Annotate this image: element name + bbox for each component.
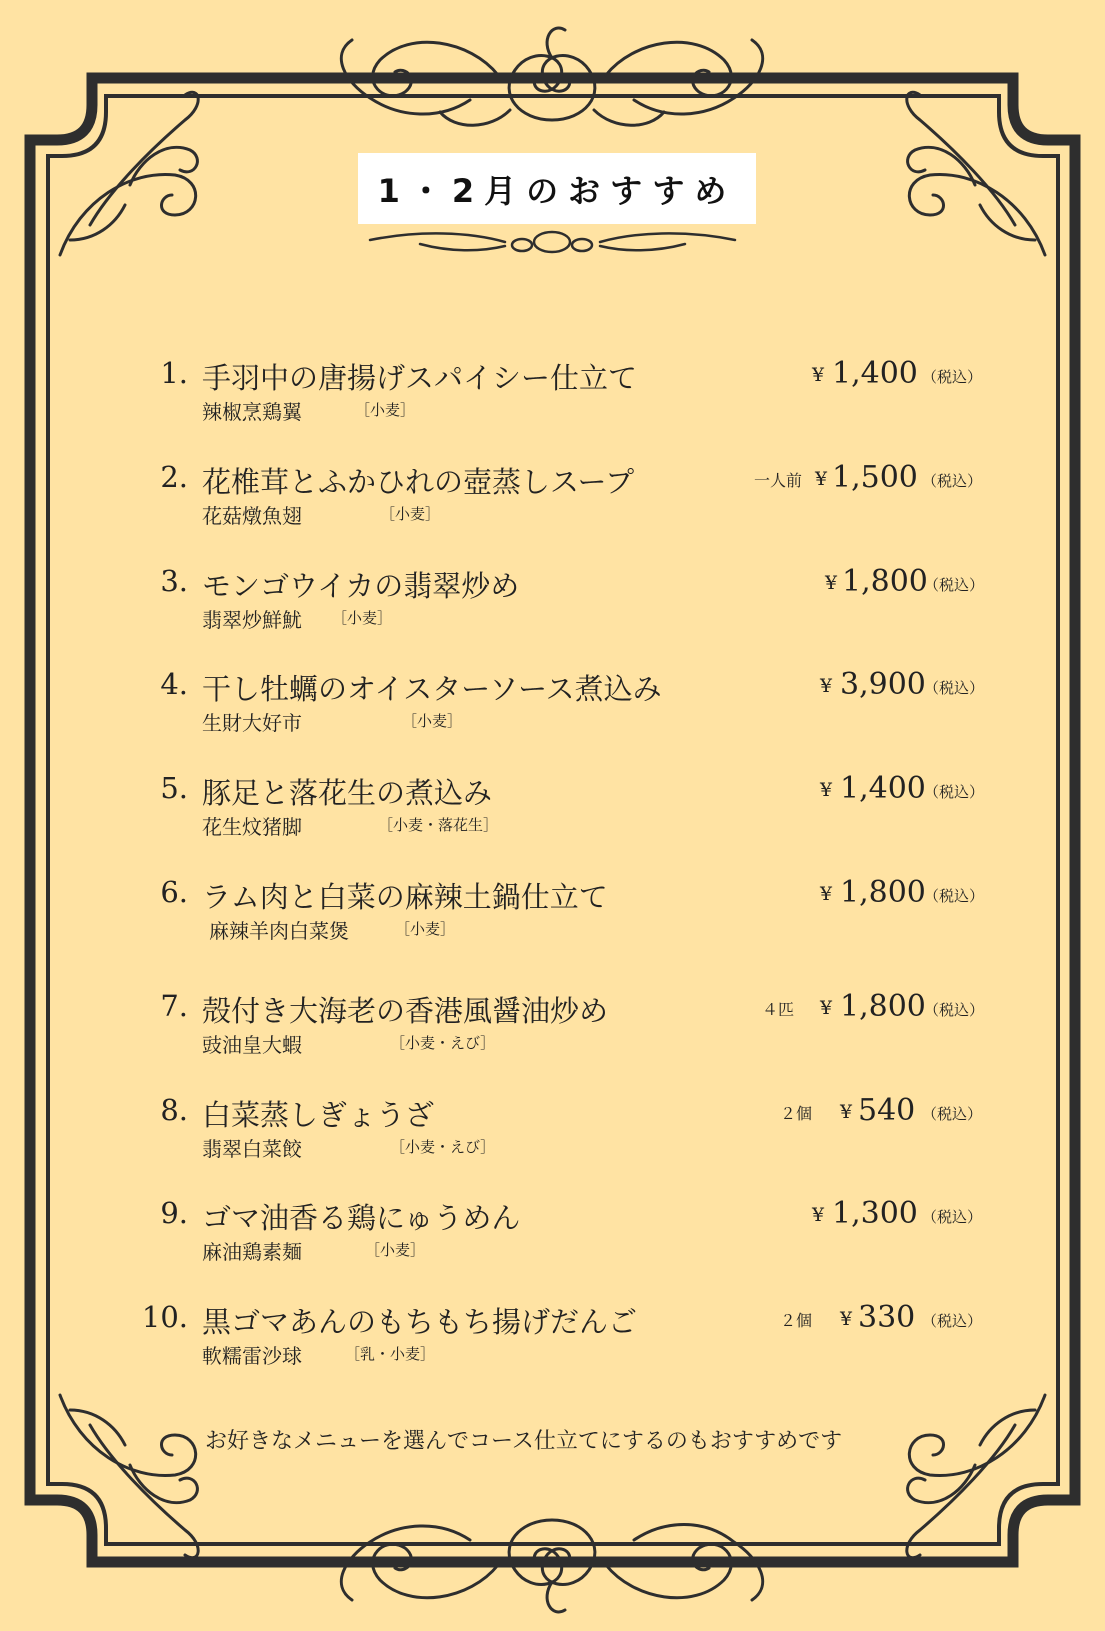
yen-symbol: ¥	[812, 364, 825, 386]
item-price: 540	[858, 1093, 916, 1128]
item-name: 豚足と落花生の煮込み	[202, 776, 493, 810]
item-allergen: ［小麦・落花生］	[378, 816, 499, 834]
item-chinese-name: 花菇燉魚翅	[202, 504, 302, 528]
item-price: 1,800	[840, 989, 926, 1024]
tax-included-label: （税込）	[922, 1208, 983, 1226]
item-number: 9.	[160, 1196, 188, 1230]
item-portion: ４匹	[762, 1000, 795, 1019]
menu-item	[140, 771, 990, 841]
tax-included-label: （税込）	[922, 368, 983, 386]
item-name: 花椎茸とふかひれの壺蒸しスープ	[202, 465, 635, 499]
item-number: 8.	[160, 1093, 188, 1127]
item-name: 干し牡蠣のオイスターソース煮込み	[202, 672, 662, 706]
item-allergen: ［小麦］	[365, 1241, 426, 1259]
item-number: 5.	[160, 771, 188, 805]
item-allergen: ［小麦］	[332, 609, 393, 627]
item-allergen: ［小麦］	[402, 712, 463, 730]
item-number: 7.	[160, 989, 188, 1023]
item-chinese-name: 翡翠白菜餃	[202, 1137, 302, 1161]
item-price: 1,300	[832, 1196, 918, 1231]
tax-included-label: （税込）	[924, 576, 985, 594]
item-number: 2.	[160, 460, 188, 494]
menu-item	[140, 875, 990, 945]
item-name: 黒ゴマあんのもちもち揚げだんご	[202, 1305, 638, 1339]
item-name: 殻付き大海老の香港風醤油炒め	[202, 994, 609, 1028]
item-number: 4.	[160, 667, 188, 701]
yen-symbol: ¥	[812, 1204, 825, 1226]
tax-included-label: （税込）	[924, 1001, 985, 1019]
menu-item	[140, 1300, 990, 1370]
tax-included-label: （税込）	[922, 1312, 983, 1330]
menu-item	[140, 356, 990, 426]
yen-symbol: ¥	[840, 1101, 853, 1123]
tax-included-label: （税込）	[924, 783, 985, 801]
item-price: 1,500	[832, 460, 918, 495]
item-allergen: ［小麦・えび］	[390, 1034, 496, 1052]
item-portion: ２個	[780, 1104, 813, 1123]
item-number: 3.	[160, 564, 188, 598]
item-name: ゴマ油香る鶏にゅうめん	[202, 1201, 521, 1235]
item-allergen: ［小麦］	[380, 505, 441, 523]
footer-note: お好きなメニューを選んでコース仕立てにするのもおすすめです	[205, 1429, 843, 1454]
item-name: ラム肉と白菜の麻辣土鍋仕立て	[202, 880, 608, 914]
menu-item	[140, 989, 990, 1059]
yen-symbol: ¥	[820, 779, 833, 801]
item-price: 1,400	[840, 771, 926, 806]
menu-item	[140, 1093, 990, 1163]
item-chinese-name: 軟糯雷沙球	[202, 1344, 302, 1368]
item-allergen: ［乳・小麦］	[345, 1345, 436, 1363]
item-price: 330	[858, 1300, 916, 1335]
tax-included-label: （税込）	[922, 1105, 983, 1123]
item-price: 3,900	[840, 667, 926, 702]
item-number: 10.	[141, 1300, 188, 1334]
item-allergen: ［小麦・えび］	[390, 1138, 496, 1156]
item-chinese-name: 豉油皇大蝦	[202, 1033, 302, 1057]
yen-symbol: ¥	[820, 997, 833, 1019]
item-price: 1,400	[832, 356, 918, 391]
item-allergen: ［小麦］	[395, 920, 456, 938]
item-portion: ２個	[780, 1311, 813, 1330]
item-portion: 一人前	[754, 471, 803, 490]
item-chinese-name: 麻辣羊肉白菜煲	[209, 919, 349, 943]
item-price: 1,800	[842, 564, 928, 599]
item-name: モンゴウイカの翡翠炒め	[202, 569, 520, 603]
yen-symbol: ¥	[820, 883, 833, 905]
item-chinese-name: 辣椒烹鶏翼	[202, 400, 302, 424]
yen-symbol: ¥	[815, 468, 828, 490]
tax-included-label: （税込）	[924, 887, 985, 905]
item-price: 1,800	[840, 875, 926, 910]
tax-included-label: （税込）	[922, 472, 983, 490]
item-number: 6.	[160, 875, 188, 909]
item-chinese-name: 麻油鶏素麺	[202, 1240, 302, 1264]
menu-item	[140, 460, 990, 530]
item-number: 1.	[160, 356, 188, 390]
yen-symbol: ¥	[820, 675, 833, 697]
item-name: 白菜蒸しぎょうざ	[202, 1098, 435, 1132]
menu-item	[140, 1196, 990, 1266]
yen-symbol: ¥	[840, 1308, 853, 1330]
item-chinese-name: 翡翠炒鮮魷	[202, 608, 302, 632]
item-chinese-name: 生財大好市	[202, 711, 302, 735]
item-chinese-name: 花生炆猪脚	[202, 815, 302, 839]
item-name: 手羽中の唐揚げスパイシー仕立て	[202, 361, 638, 395]
yen-symbol: ¥	[825, 572, 838, 594]
menu-item	[140, 564, 990, 634]
menu-item	[140, 667, 990, 737]
item-allergen: ［小麦］	[355, 401, 416, 419]
tax-included-label: （税込）	[924, 679, 985, 697]
menu-title: 1・2月のおすすめ	[358, 153, 756, 224]
